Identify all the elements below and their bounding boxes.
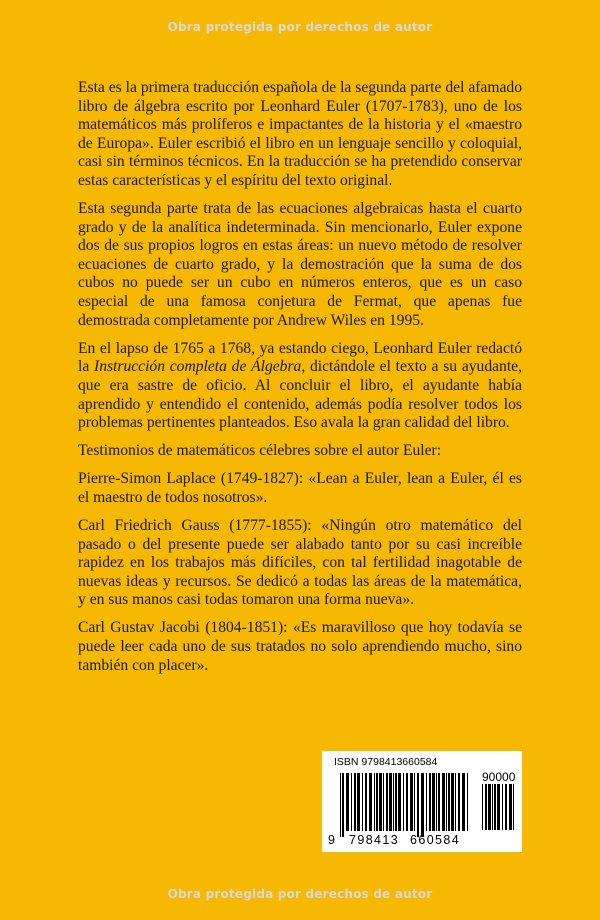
quote-gauss: Carl Friedrich Gauss (1777-1855): «Ningún otro matemático del pasado o del presente puede ser alabado tanto por su casi increíble rapidez en los trabajos más difíciles, con tal fertilidad inagotable de nuevas ideas y recursos. Se dedicó a todas las áreas de la matemática, y en sus manos casi todas tomaron una forma nueva».: [78, 516, 522, 609]
barcode-bar: [414, 773, 415, 831]
barcode-bar: [462, 773, 465, 831]
barcode-bar: [421, 773, 424, 837]
paragraph-history: [78, 340, 522, 433]
ean13-barcode-icon: [340, 773, 470, 837]
barcode-bar: [346, 773, 349, 831]
barcode-bar: [502, 784, 503, 830]
barcode-digits-right: 660584: [410, 833, 461, 847]
barcode-bar: [393, 773, 394, 831]
barcode-bar: [410, 773, 413, 831]
barcode-bar: [432, 773, 435, 831]
paragraph-content: Esta segunda parte trata de las ecuaciones algebraicas hasta el cuarto grado y de la analítica indeterminada. Sin mencionarlo, Euler expone dos de sus propios logros en estas áreas: un nuevo método de resolver ecuaciones de cuarto grado, y la demostración que la suma de dos cubos no puede ser un cubo en números enteros, que es un caso especial de una famosa conjetura de Fermat, que apenas fue demostrada completamente por Andrew Wiles en 1995.: [78, 200, 522, 329]
price-code: 90000: [482, 770, 516, 784]
barcode-bar: [426, 773, 427, 831]
barcode-bar: [451, 773, 454, 831]
barcode-bar: [403, 773, 404, 831]
barcode-bar: [467, 773, 468, 831]
barcode-bar: [485, 784, 487, 830]
book-title-italic: Instrucción completa de Álgebra: [94, 358, 302, 376]
isbn-label: ISBN 9798413660584: [334, 756, 438, 768]
barcode-bar: [369, 773, 372, 831]
barcode-bar: [448, 773, 450, 831]
barcode-digits-left: 798413: [349, 833, 400, 847]
barcode-bar: [354, 773, 356, 831]
barcode-bar: [497, 784, 500, 830]
barcode-bar: [505, 784, 507, 830]
barcode-bar: [417, 773, 419, 837]
barcode-bar: [458, 773, 460, 831]
barcode-bar: [494, 784, 496, 830]
barcode-bar: [436, 773, 437, 831]
history-text-start: En el lapso de 1765 a 1768, ya estando ciego, Leonhard Euler redactó la: [78, 339, 522, 376]
barcode-bar: [389, 773, 392, 831]
back-cover-text: [78, 79, 522, 685]
barcode-bar: [398, 773, 401, 831]
barcode-bar: [429, 773, 431, 831]
barcode-bar: [442, 773, 445, 831]
barcode-bar: [446, 773, 447, 831]
barcode-bar: [379, 773, 382, 831]
barcode-bar: [351, 773, 352, 831]
barcode-bar: [357, 773, 360, 831]
addon-barcode-icon: [482, 784, 518, 836]
barcode-bar: [492, 784, 493, 830]
barcode-bar: [509, 784, 512, 830]
testimonials-heading: Testimonios de matemáticos célebres sobre el autor Euler:: [78, 442, 442, 460]
isbn-barcode-panel: [322, 751, 522, 852]
barcode-digit-lead: 9: [328, 833, 337, 847]
copyright-watermark-bottom: Obra protegida por derechos de autor: [167, 887, 433, 901]
barcode-bar: [488, 784, 491, 830]
barcode-bar: [365, 773, 367, 831]
paragraph-intro: Esta es la primera traducción española de la segunda parte del afamado libro de álgebra escrito por Leonhard Euler (1707-1783), uno de los matemáticos más prolíferos e impactantes de la historia y el «maestro de Europa». Euler escribió el libro en un lenguaje sencillo y coloquial, casi sin términos técnicos. En la traducción se ha pretendido conservar estas características y el espíritu del texto original.: [78, 79, 522, 189]
barcode-bar: [386, 773, 388, 831]
barcode-bar: [376, 773, 378, 831]
history-text-end: , dictándole el texto a su ayudante, que era sastre de oficio. Al concluir el libro, el ayudante había aprendido y entendido el contenido, además podía resolver todos los problemas pertinentes planteados. Eso avala la gran calidad del libro.: [78, 358, 522, 432]
barcode-bar: [383, 773, 384, 831]
barcode-bar: [342, 773, 344, 837]
quote-jacobi: Carl Gustav Jacobi (1804-1851): «Es maravilloso que hoy todavía se puede leer cada uno de sus tratados no solo aprendiendo mucho, sino también con placer».: [78, 619, 522, 674]
barcode-bar: [374, 773, 375, 831]
barcode-bar: [438, 773, 440, 831]
copyright-watermark-top: Obra protegida por derechos de autor: [167, 20, 433, 34]
barcode-bar: [482, 784, 483, 830]
quote-laplace: Pierre-Simon Laplace (1749-1827): «Lean a Euler, lean a Euler, él es el maestro de todos nosotros».: [78, 470, 522, 506]
barcode-bar: [406, 773, 408, 831]
barcode-bar: [513, 784, 514, 830]
barcode-bar: [455, 773, 456, 831]
barcode-bar: [395, 773, 397, 831]
barcode-bar: [362, 773, 363, 831]
barcode-bar: [340, 773, 341, 837]
